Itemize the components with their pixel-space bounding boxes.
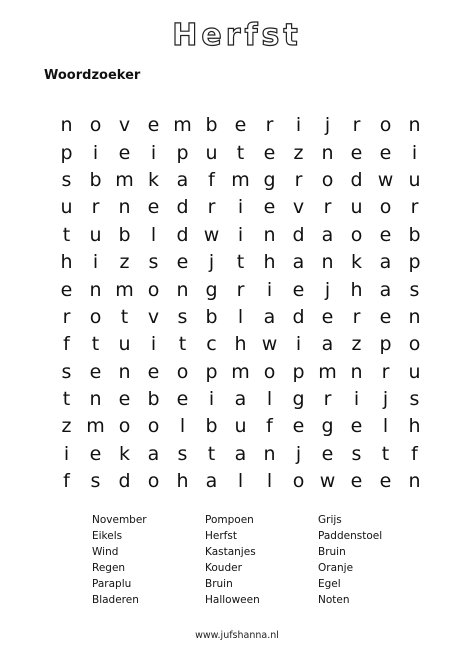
grid-letter: j [295,442,302,465]
grid-letter: a [292,251,305,274]
grid-letter: h [408,415,421,438]
grid-letter: z [119,251,130,274]
word-list-column [92,512,205,608]
grid-letter: a [263,305,276,328]
grid-letter: m [231,360,250,383]
grid-letter: n [176,278,189,301]
grid-letter: t [91,333,100,356]
grid-letter: t [178,333,187,356]
grid-letter: f [63,333,70,356]
grid-letter: r [207,196,216,219]
grid-letter: e [147,196,160,219]
grid-letter: l [266,388,273,411]
grid-letter: e [350,470,363,493]
grid-letter: d [350,168,363,191]
puzzle-subtitle: Woordzoeker [44,68,141,83]
grid-letter: k [147,168,159,191]
grid-letter: i [63,442,70,465]
grid-letter: r [265,114,274,137]
grid-letter: e [234,114,247,137]
grid-letter: e [89,360,102,383]
grid-letter: e [263,141,276,164]
grid-letter: a [205,470,218,493]
word-list-item: Grijs [318,514,342,526]
grid-letter: e [321,305,334,328]
grid-letter: n [321,251,334,274]
grid-letter: j [382,388,389,411]
word-list-item: Regen [92,562,126,574]
grid-letter: s [61,168,72,191]
grid-letter: r [352,114,361,137]
grid-letter: e [118,141,131,164]
grid-letter: m [86,415,105,438]
word-list-item: Wind [92,546,119,558]
grid-letter: n [408,470,421,493]
grid-letter: k [118,442,130,465]
word-list-item: Bladeren [92,594,139,606]
grid-letter: n [408,305,421,328]
grid-letter: e [292,278,305,301]
grid-letter: z [61,415,72,438]
grid-letter: i [295,333,302,356]
grid-letter: g [292,388,305,411]
grid-letter: r [410,196,419,219]
grid-letter: b [408,223,421,246]
grid-letter: e [176,388,189,411]
grid-letter: f [411,442,418,465]
grid-letter: s [177,305,188,328]
grid-letter: e [176,251,189,274]
grid-letter: t [236,251,245,274]
word-list-column [318,512,431,608]
grid-letter: o [89,114,102,137]
grid-letter: e [60,278,73,301]
grid-letter: e [379,470,392,493]
grid-letter: g [205,278,218,301]
grid-letter: s [90,470,101,493]
grid-letter: n [60,114,73,137]
grid-letter: b [205,415,218,438]
grid-letter: a [379,278,392,301]
grid-letter: p [408,251,421,274]
grid-letter: r [62,305,71,328]
grid-letter: a [176,168,189,191]
grid-letter: d [176,196,189,219]
grid-letter: r [352,305,361,328]
grid-letter: n [350,360,363,383]
grid-letter: a [234,388,247,411]
grid-letter: t [62,388,71,411]
grid-letter: n [89,278,102,301]
grid-letter: o [321,168,334,191]
grid-letter: t [62,223,71,246]
grid-letter: e [350,415,363,438]
grid-letter: f [208,168,215,191]
grid-letter: b [118,223,131,246]
grid-letter: s [409,388,420,411]
word-list-item: Pompoen [205,514,254,526]
grid-letter: a [379,251,392,274]
grid-letter: c [206,333,217,356]
word-list-item: Oranje [318,562,354,574]
grid-letter: l [237,470,244,493]
word-list-item: Halloween [205,594,260,606]
grid-letter: t [236,141,245,164]
grid-letter: l [266,470,273,493]
grid-letter: e [379,141,392,164]
grid-letter: v [292,196,305,219]
grid-letter: n [263,223,276,246]
grid-letter: z [293,141,304,164]
grid-letter: o [350,223,363,246]
grid-letter: t [381,442,390,465]
grid-letter: l [382,415,389,438]
grid-letter: d [292,305,305,328]
grid-letter: r [236,278,245,301]
grid-letter: i [150,141,157,164]
grid-letter: o [379,196,392,219]
grid-letter: w [319,470,336,493]
grid-letter: i [150,333,157,356]
grid-letter: n [408,114,421,137]
grid-letter: o [147,415,160,438]
grid-letter: i [266,278,273,301]
grid-letter: r [323,196,332,219]
grid-letter: m [231,168,250,191]
grid-letter: o [263,360,276,383]
grid-letter: v [118,114,131,137]
word-list-item: Eikels [92,530,123,542]
grid-letter: p [205,360,218,383]
grid-letter: u [118,333,131,356]
grid-letter: u [408,360,421,383]
word-list-item: November [92,514,147,526]
grid-letter: e [89,442,102,465]
page-title: Herfst [172,18,302,53]
grid-letter: e [118,388,131,411]
grid-letter: j [324,278,331,301]
word-list-item: Herfst [205,530,237,542]
word-list-item: Kastanjes [205,546,256,558]
grid-letter: u [89,223,102,246]
grid-letter: r [294,168,303,191]
word-list-item: Noten [318,594,350,606]
word-list-item: Bruin [318,546,346,558]
grid-letter: i [295,114,302,137]
grid-letter: a [234,442,247,465]
grid-letter: n [89,388,102,411]
grid-letter: u [234,415,247,438]
grid-letter: f [266,415,273,438]
grid-letter: s [409,278,420,301]
grid-letter: n [263,442,276,465]
grid-letter: e [379,305,392,328]
grid-letter: p [379,333,392,356]
grid-letter: p [176,141,189,164]
grid-letter: l [179,415,186,438]
word-list-item: Paraplu [92,578,132,590]
grid-letter: h [234,333,247,356]
grid-letter: m [115,278,134,301]
grid-letter: b [147,388,160,411]
grid-letter: m [318,360,337,383]
grid-letter: e [263,196,276,219]
grid-letter: h [263,251,276,274]
grid-letter: i [353,388,360,411]
word-list-column [205,512,318,608]
grid-letter: g [263,168,276,191]
grid-letter: u [205,141,218,164]
grid-letter: o [147,470,160,493]
grid-letter: e [350,141,363,164]
grid-letter: v [147,305,160,328]
grid-letter: n [118,196,131,219]
word-list-item: Paddenstoel [318,530,383,542]
word-list-item: Kouder [205,562,242,574]
grid-letter: o [118,415,131,438]
grid-letter: h [350,278,363,301]
letter-grid [52,112,429,495]
grid-letter: e [292,415,305,438]
grid-letter: a [147,442,160,465]
grid-letter: s [148,251,159,274]
grid-letter: a [321,223,334,246]
grid-letter: u [350,196,363,219]
grid-letter: m [115,168,134,191]
footer-url: www.jufshanna.nl [195,630,279,641]
grid-letter: o [408,333,421,356]
word-list-item: Bruin [205,578,233,590]
grid-letter: h [60,251,73,274]
grid-letter: r [381,360,390,383]
word-list-item: Egel [318,578,341,590]
grid-letter: s [61,360,72,383]
grid-letter: p [60,141,73,164]
grid-letter: n [321,141,334,164]
grid-letter: b [205,305,218,328]
grid-letter: u [60,196,73,219]
word-list [92,512,431,608]
grid-letter: e [379,223,392,246]
grid-letter: b [205,114,218,137]
grid-letter: o [176,360,189,383]
grid-letter: b [89,168,102,191]
grid-letter: z [351,333,362,356]
grid-letter: d [292,223,305,246]
grid-letter: l [150,223,157,246]
grid-letter: k [350,251,362,274]
grid-letter: f [63,470,70,493]
grid-letter: m [173,114,192,137]
grid-letter: n [118,360,131,383]
grid-letter: w [203,223,220,246]
grid-letter: h [176,470,189,493]
grid-letter: r [91,196,100,219]
grid-letter: i [237,196,244,219]
grid-letter: s [351,442,362,465]
grid-letter: d [118,470,131,493]
grid-letter: t [120,305,129,328]
grid-letter: i [237,223,244,246]
grid-letter: e [321,442,334,465]
grid-letter: d [176,223,189,246]
grid-letter: g [321,415,334,438]
grid-letter: p [292,360,305,383]
grid-letter: i [92,141,99,164]
grid-letter: i [411,141,418,164]
grid-letter: e [147,114,160,137]
grid-letter: e [147,360,160,383]
grid-letter: o [89,305,102,328]
grid-letter: o [379,114,392,137]
grid-letter: u [408,168,421,191]
grid-letter: w [377,168,394,191]
grid-letter: i [208,388,215,411]
grid-letter: j [208,251,215,274]
grid-letter: t [207,442,216,465]
grid-letter: i [92,251,99,274]
grid-letter: l [237,305,244,328]
grid-letter: j [324,114,331,137]
grid-letter: a [321,333,334,356]
grid-letter: w [261,333,278,356]
grid-letter: s [177,442,188,465]
grid-letter: o [147,278,160,301]
grid-letter: o [292,470,305,493]
grid-letter: r [323,388,332,411]
